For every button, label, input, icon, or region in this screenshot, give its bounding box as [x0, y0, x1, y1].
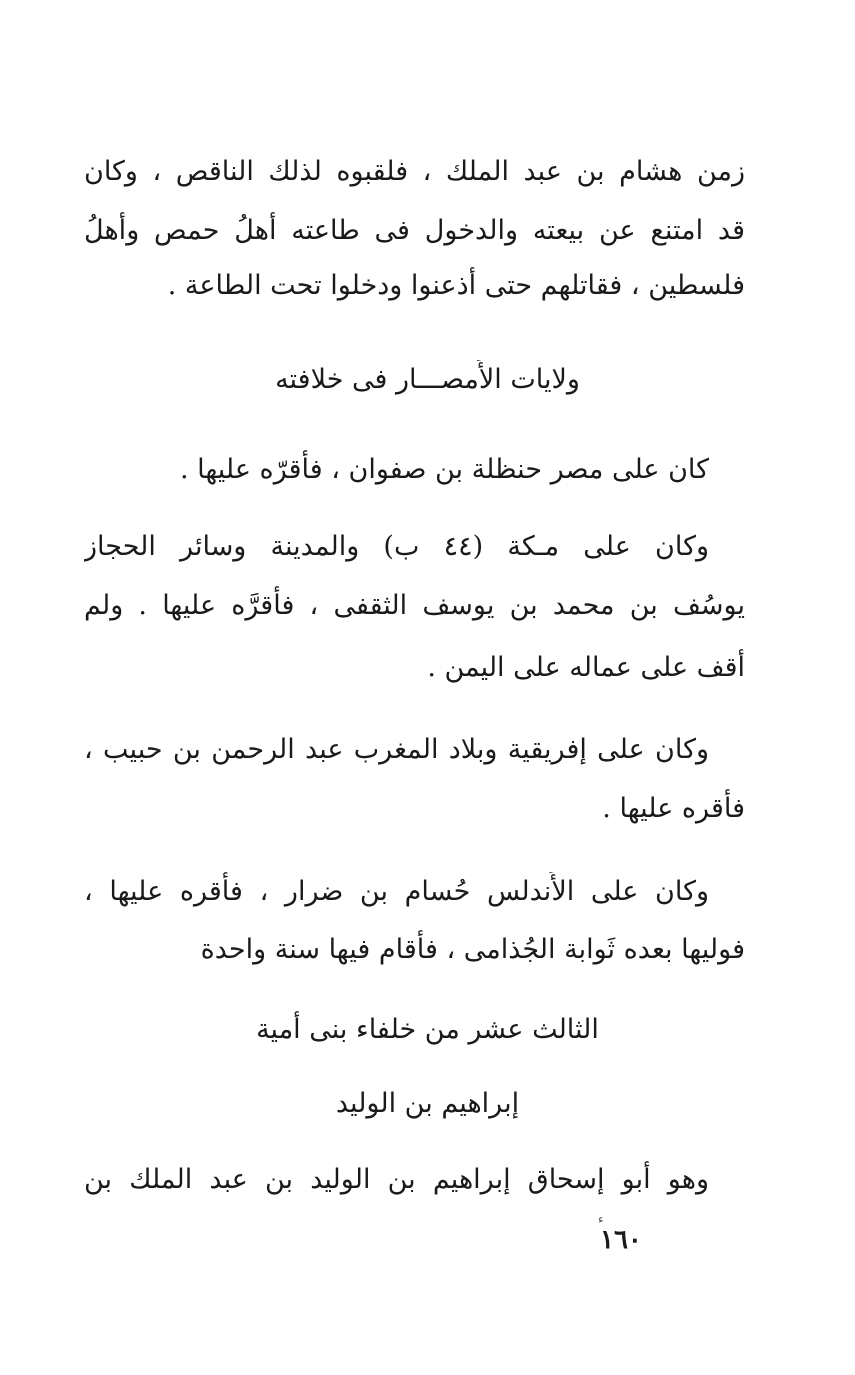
text-line: وكان على الأَندلس حُسام بن ضرار ، فأَقره عليها ،	[84, 876, 709, 907]
speck-mark: ء	[598, 1212, 604, 1226]
text-line: يوسُف بن محمد بن يوسف الثقفى ، فأَقرَّه عليها . ولم	[84, 590, 745, 621]
text-line: فوليها بعده ثَوابة الجُذامى ، فأَقام فيها سنة واحدة	[200, 934, 745, 965]
section-heading: الثالث عشر من خلفاء بنى أُمية	[256, 1014, 599, 1045]
text-line: فلسطين ، فقاتلهم حتى أَذعنوا ودخلوا تحت الطاعة .	[167, 270, 745, 301]
text-line: وكان على إفريقية وبلاد المغرب عبد الرحمن بن حبيب ،	[84, 734, 709, 765]
text-line: زمن هشام بن عبد الملك ، فلقبوه لذلك الناقص ، وكان	[84, 156, 745, 187]
section-heading: ولايات الأَمصـــار فى خلافته	[275, 364, 580, 395]
text-line: أَقف على عماله على اليمن .	[427, 652, 745, 683]
text-line: قد امتنع عن بيعته والدخول فى طاعته أَهلُ حمص وأَهلُ	[84, 215, 745, 246]
text-line: فأَقره عليها .	[602, 793, 745, 824]
text-line: كان على مصر حنظلة بن صفوان ، فأَقرّه عليها .	[179, 454, 709, 485]
text-line: وهو أَبو إسحاق إبراهيم بن الوليد بن عبد الملك بن	[84, 1164, 709, 1195]
text-line: وكان على مـكة (٤٤ ب) والمدينة وسائر الحجاز	[84, 531, 709, 562]
section-heading: إبراهيم بن الوليد	[335, 1088, 520, 1119]
page-number: ١٦٠	[600, 1225, 642, 1255]
